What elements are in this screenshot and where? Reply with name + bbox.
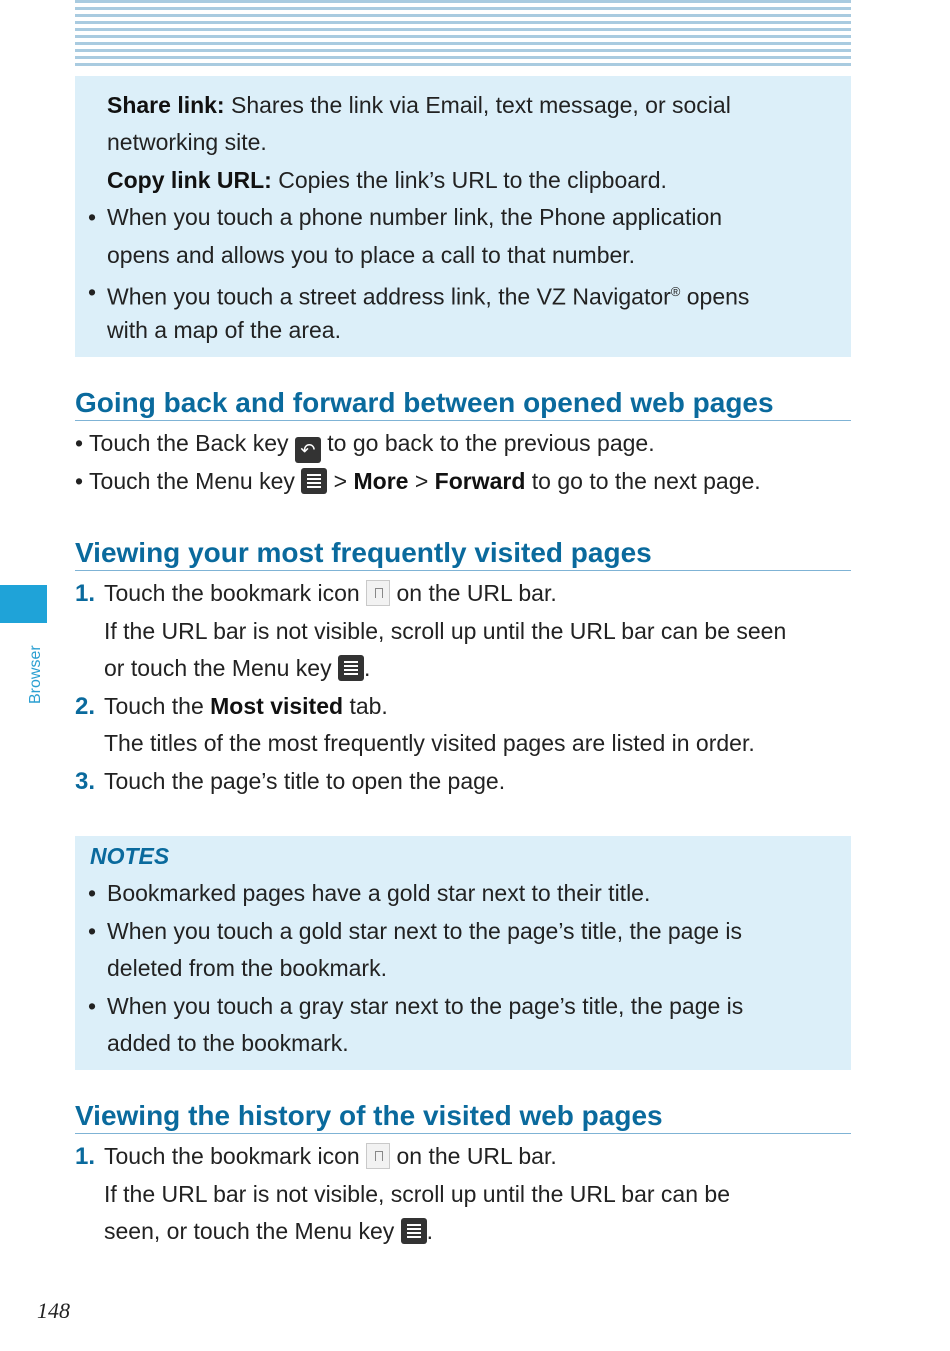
note-2-bullet: • <box>88 918 97 944</box>
history-step-1: Touch the bookmark icon on the URL bar. <box>104 1143 557 1169</box>
step-2: Touch the Most visited tab. <box>104 693 388 719</box>
chapter-label: Browser <box>27 645 44 704</box>
step-1-number: 1. <box>75 580 96 607</box>
bookmark-icon <box>366 580 390 606</box>
step-1-sub-2: or touch the Menu key . <box>104 655 371 681</box>
forward-item: • Touch the Menu key > More > Forward to go to the next page. <box>75 468 761 494</box>
notes-box <box>75 836 851 1070</box>
heading-most-visited: Viewing your most frequently visited pages <box>75 536 851 571</box>
step-1-sub-1: If the URL bar is not visible, scroll up until the URL bar can be seen <box>104 618 787 644</box>
header-stripes <box>75 0 851 70</box>
back-key-icon: ↶ <box>295 437 321 463</box>
step-3-number: 3. <box>75 768 96 795</box>
note-2-cont: deleted from the bookmark. <box>107 955 387 981</box>
step-2-number: 2. <box>75 693 96 720</box>
back-item: • Touch the Back key ↶ to go back to the previous page. <box>75 428 655 463</box>
step-2-sub: The titles of the most frequently visited pages are listed in order. <box>104 730 755 756</box>
bullet-phone-text-2: opens and allows you to place a call to that number. <box>107 242 636 268</box>
history-step-1-sub-1: If the URL bar is not visible, scroll up until the URL bar can be <box>104 1181 730 1207</box>
note-3: When you touch a gray star next to the page’s title, the page is <box>107 993 744 1019</box>
copy-link-line: Copy link URL: Copies the link’s URL to the clipboard. <box>107 167 667 193</box>
note-1-bullet: • <box>88 880 97 906</box>
menu-key-icon <box>401 1218 427 1244</box>
heading-history: Viewing the history of the visited web pages <box>75 1099 851 1134</box>
bullet-address-text: When you touch a street address link, the VZ Navigator® opens <box>107 283 750 310</box>
history-step-1-sub-2: seen, or touch the Menu key . <box>104 1218 434 1244</box>
page-number: 148 <box>37 1298 70 1323</box>
bullet-address-text-2: with a map of the area. <box>107 317 341 343</box>
menu-key-icon <box>338 655 364 681</box>
notes-title: NOTES <box>90 843 170 869</box>
note-3-cont: added to the bookmark. <box>107 1030 349 1056</box>
info-box <box>75 76 851 357</box>
heading-back-forward: Going back and forward between opened web pages <box>75 386 851 421</box>
history-step-1-number: 1. <box>75 1143 96 1170</box>
step-3: Touch the page’s title to open the page. <box>104 768 506 794</box>
menu-key-icon <box>301 468 327 494</box>
share-link-line-2: networking site. <box>107 129 267 155</box>
bullet-phone-text: When you touch a phone number link, the Phone application <box>107 204 723 230</box>
note-1: Bookmarked pages have a gold star next to their title. <box>107 880 651 906</box>
note-2: When you touch a gold star next to the page’s title, the page is <box>107 918 743 944</box>
bookmark-icon <box>366 1143 390 1169</box>
chapter-tab <box>0 585 47 623</box>
note-3-bullet: • <box>88 993 97 1019</box>
bullet-address: • <box>88 279 97 305</box>
bullet-phone: • <box>88 204 97 230</box>
share-link-line: Share link: Shares the link via Email, text message, or social <box>107 92 731 118</box>
step-1: Touch the bookmark icon on the URL bar. <box>104 580 557 606</box>
